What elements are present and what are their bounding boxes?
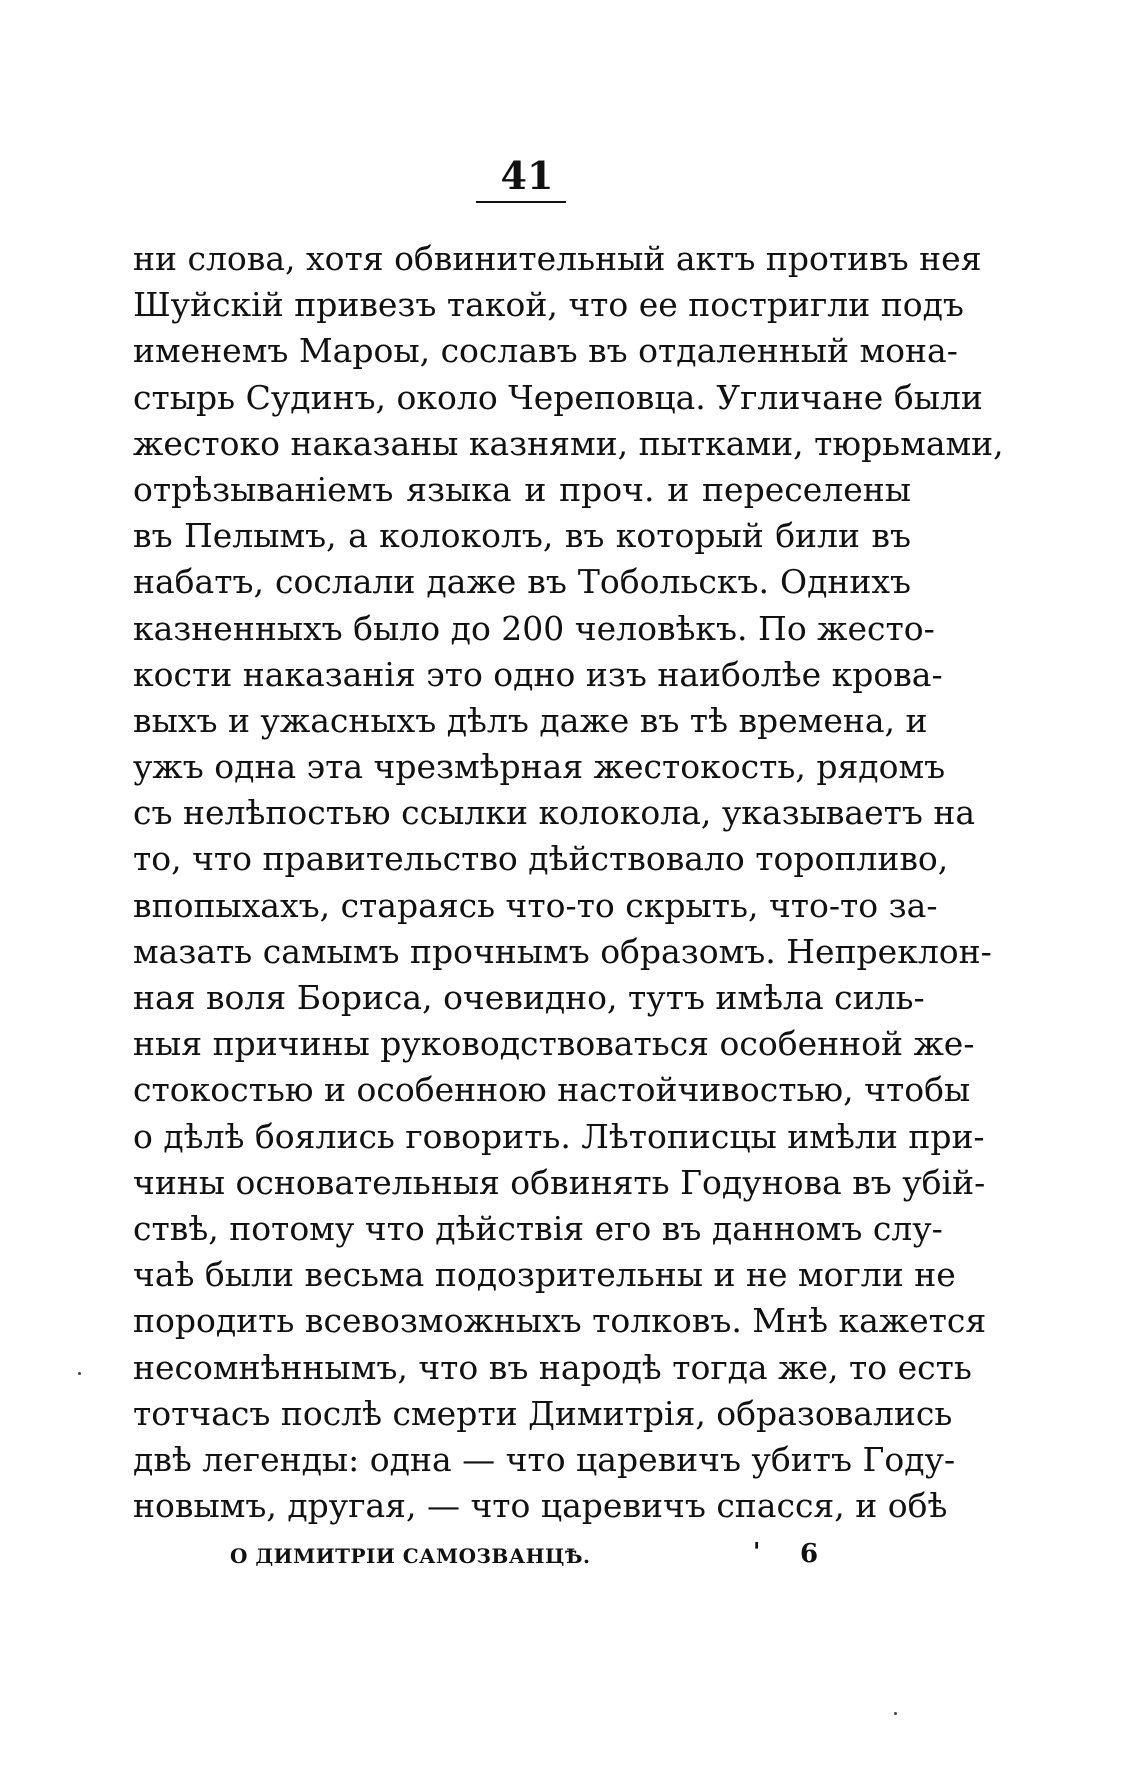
text-line: стырь Судинъ, около Череповца. Угличане были <box>133 377 983 417</box>
footer-title: О ДИМИТРІИ САМОЗВАНЦѢ. <box>230 1544 591 1568</box>
text-line: то, что правительство дѣйствовало торопливо, <box>133 839 949 879</box>
footer-signature: 6 <box>800 1539 819 1569</box>
text-line: кости наказанія это одно изъ наиболѣе крова- <box>133 654 943 694</box>
paper-speck <box>894 1712 897 1715</box>
footer-mark: ' <box>753 1537 761 1566</box>
text-line: мазать самымъ прочнымъ образомъ. Непреклон- <box>133 931 992 971</box>
paper-speck <box>78 1372 81 1375</box>
body-text <box>133 236 1004 1529</box>
text-line: новымъ, другая, — что царевичъ спасся, и обѣ <box>133 1486 948 1526</box>
page-number: 41 <box>500 153 554 198</box>
text-line: жестоко наказаны казнями, пытками, тюрьмами, <box>133 423 1004 463</box>
text-line: стокостью и особенною настойчивостью, чтобы <box>133 1070 971 1110</box>
page-number-rule <box>476 201 566 203</box>
text-line: отрѣзываніемъ языка и проч. и переселены <box>133 469 911 509</box>
text-line: набатъ, сослали даже въ Тобольскъ. Однихъ <box>133 562 911 602</box>
text-line: именемъ Мароы, сославъ въ отдаленный мона- <box>133 331 958 371</box>
text-line: казненныхъ было до 200 человѣкъ. По жесто- <box>133 608 935 648</box>
text-line: въ Пелымъ, а колоколъ, въ который били въ <box>133 516 911 556</box>
text-line: о дѣлѣ боялись говорить. Лѣтописцы имѣли при- <box>133 1116 985 1156</box>
text-line: выхъ и ужасныхъ дѣлъ даже въ тѣ времена, и <box>133 700 928 740</box>
text-line: ныя причины руководствоваться особенной же- <box>133 1024 975 1064</box>
text-line: двѣ легенды: одна — что царевичъ убитъ Году- <box>133 1439 956 1479</box>
text-line: ная воля Бориса, очевидно, тутъ имѣла силь- <box>133 978 925 1017</box>
text-line: ствѣ, потому что дѣйствія его въ данномъ слу- <box>133 1208 943 1248</box>
text-line: ни слова, хотя обвинительный актъ противъ нея <box>133 239 982 278</box>
text-line: несомнѣннымъ, что въ народѣ тогда же, то есть <box>133 1347 972 1387</box>
text-line: чины основательныя обвинять Годунова въ убій- <box>133 1162 986 1202</box>
text-line: ужъ одна эта чрезмѣрная жестокость, рядомъ <box>133 747 946 787</box>
text-line: тотчасъ послѣ смерти Димитрія, образовались <box>133 1393 953 1433</box>
text-line: впопыхахъ, стараясь что-то скрыть, что-то за- <box>133 885 938 925</box>
text-line: съ нелѣпостью ссылки колокола, указываетъ на <box>133 793 976 833</box>
page-footer <box>230 1538 830 1574</box>
text-line: породить всевозможныхъ толковъ. Мнѣ кажется <box>133 1301 987 1341</box>
text-line: Шуйскій привезъ такой, что ее постригли подъ <box>133 285 964 325</box>
text-line: чаѣ были весьма подозрительны и не могли не <box>133 1255 956 1295</box>
